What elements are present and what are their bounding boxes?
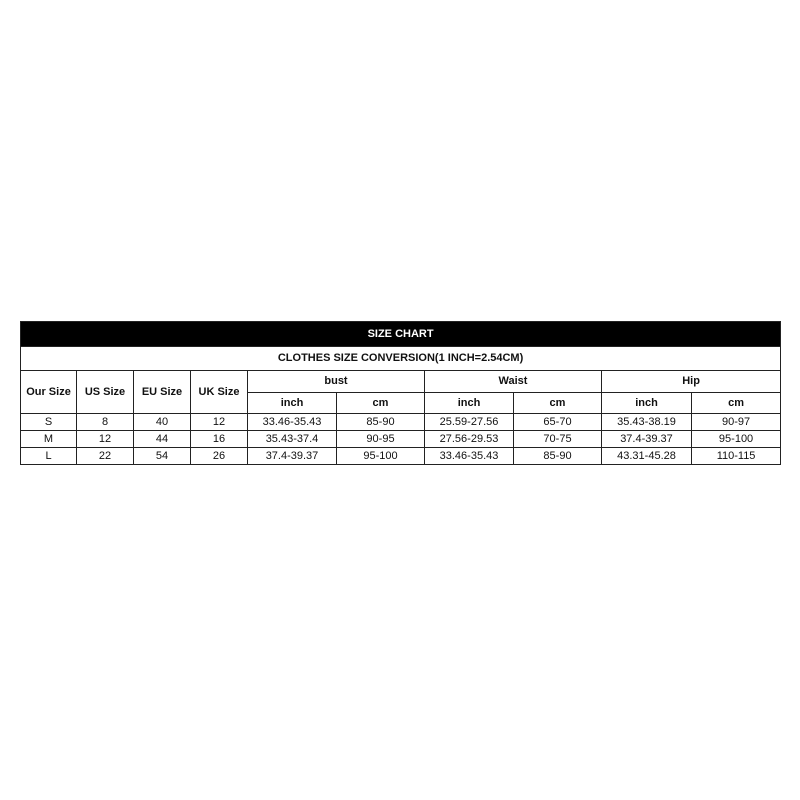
- cell-hip-inch: 35.43-38.19: [602, 414, 692, 431]
- cell-us-size: 12: [77, 431, 134, 448]
- cell-eu-size: 44: [134, 431, 191, 448]
- unit-bust-inch: inch: [248, 393, 337, 414]
- unit-bust-cm: cm: [337, 393, 425, 414]
- size-chart: [20, 321, 780, 465]
- cell-waist-cm: 65-70: [514, 414, 602, 431]
- header-bust: bust: [248, 371, 425, 393]
- cell-our-size: L: [21, 448, 77, 465]
- cell-bust-cm: 95-100: [337, 448, 425, 465]
- cell-eu-size: 40: [134, 414, 191, 431]
- cell-hip-cm: 110-115: [692, 448, 781, 465]
- cell-our-size: M: [21, 431, 77, 448]
- cell-hip-inch: 43.31-45.28: [602, 448, 692, 465]
- cell-uk-size: 26: [191, 448, 248, 465]
- cell-uk-size: 12: [191, 414, 248, 431]
- cell-uk-size: 16: [191, 431, 248, 448]
- header-eu-size: EU Size: [134, 371, 191, 414]
- unit-waist-inch: inch: [425, 393, 514, 414]
- size-chart-table: [20, 321, 781, 465]
- header-waist: Waist: [425, 371, 602, 393]
- cell-waist-cm: 70-75: [514, 431, 602, 448]
- cell-waist-inch: 27.56-29.53: [425, 431, 514, 448]
- header-hip: Hip: [602, 371, 781, 393]
- cell-bust-cm: 90-95: [337, 431, 425, 448]
- unit-waist-cm: cm: [514, 393, 602, 414]
- cell-bust-inch: 35.43-37.4: [248, 431, 337, 448]
- cell-hip-inch: 37.4-39.37: [602, 431, 692, 448]
- unit-hip-inch: inch: [602, 393, 692, 414]
- chart-title: SIZE CHART: [21, 322, 781, 347]
- cell-eu-size: 54: [134, 448, 191, 465]
- cell-bust-cm: 85-90: [337, 414, 425, 431]
- header-uk-size: UK Size: [191, 371, 248, 414]
- cell-bust-inch: 37.4-39.37: [248, 448, 337, 465]
- cell-waist-cm: 85-90: [514, 448, 602, 465]
- cell-waist-inch: 33.46-35.43: [425, 448, 514, 465]
- cell-waist-inch: 25.59-27.56: [425, 414, 514, 431]
- cell-us-size: 8: [77, 414, 134, 431]
- header-our-size: Our Size: [21, 371, 77, 414]
- cell-us-size: 22: [77, 448, 134, 465]
- cell-bust-inch: 33.46-35.43: [248, 414, 337, 431]
- cell-hip-cm: 95-100: [692, 431, 781, 448]
- table-row: [21, 414, 781, 431]
- header-us-size: US Size: [77, 371, 134, 414]
- chart-subtitle: CLOTHES SIZE CONVERSION(1 INCH=2.54CM): [21, 347, 781, 371]
- table-row: [21, 448, 781, 465]
- cell-our-size: S: [21, 414, 77, 431]
- unit-hip-cm: cm: [692, 393, 781, 414]
- cell-hip-cm: 90-97: [692, 414, 781, 431]
- table-row: [21, 431, 781, 448]
